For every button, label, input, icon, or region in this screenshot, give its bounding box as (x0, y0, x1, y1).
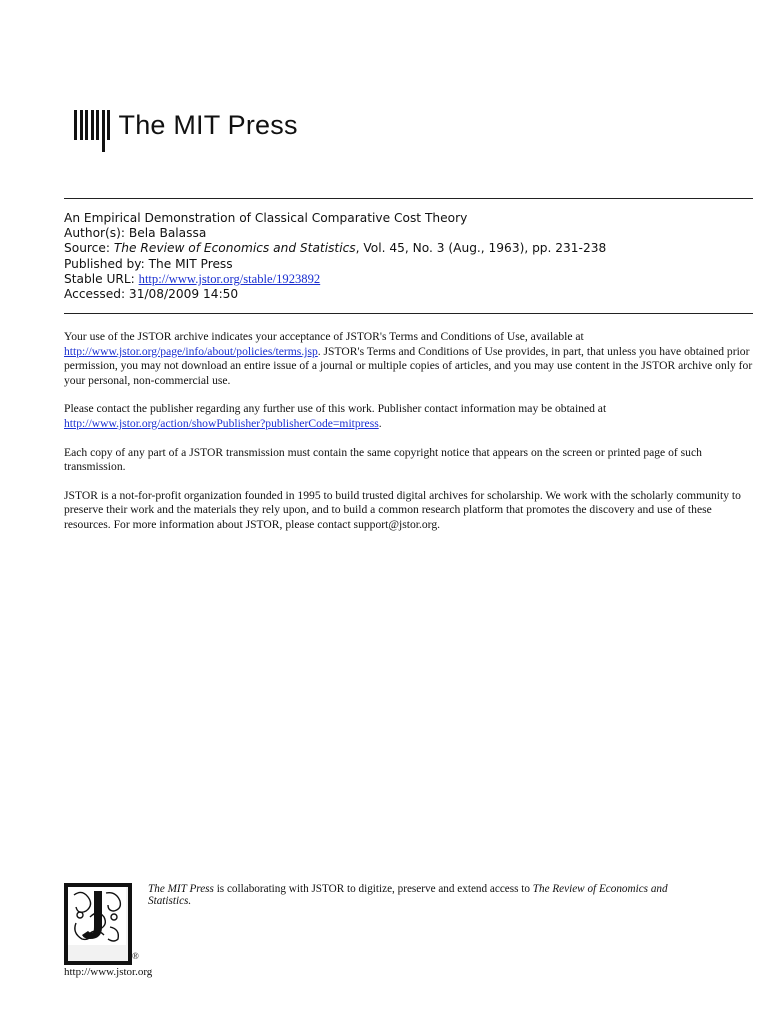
bottom-divider (64, 313, 753, 314)
registered-mark: ® (132, 951, 139, 961)
terms-link[interactable]: http://www.jstor.org/page/info/about/policies/terms.jsp (64, 344, 318, 358)
article-publisher: Published by: The MIT Press (64, 256, 233, 271)
terms-body (64, 330, 754, 547)
jstor-about-paragraph: JSTOR is a not-for-profit organization founded in 1995 to build trusted digital archives for scholarship. We work with the scholarly community to preserve their work and the materials they rely upon, and to build a common research platform that promotes the discovery and use of these resources. For more information about JSTOR, please contact support@jstor.org. (64, 488, 741, 531)
stable-url-line: Stable URL: http://www.jstor.org/stable/1923892 (64, 271, 321, 286)
mit-press-bars-icon (74, 104, 113, 146)
publisher-contact-paragraph: Please contact the publisher regarding any further use of this work. Publisher contact information may be obtained at http://www.jstor.org/action/showPublisher?publisherCode=mitpress. (64, 402, 607, 430)
jstor-logo-word: JSTOR (72, 946, 124, 963)
press-name: The MIT Press (148, 883, 214, 895)
source-journal: The Review of Economics and Statistics (113, 241, 356, 256)
article-authors: Author(s): Bela Balassa (64, 226, 207, 241)
top-divider (64, 198, 753, 199)
terms-paragraph: Your use of the JSTOR archive indicates your acceptance of JSTOR's Terms and Conditions of Use, available at http://www.jstor.org/page/info/about/policies/terms.jsp. JSTOR's Terms and Conditions of Use provides, in part, that unless you have obtained prior permission, you may not download an entire issue of a journal or multiple copies of articles, and you may use content in the JSTOR archive only for your personal, non-commercial use. (64, 330, 753, 387)
publisher-link[interactable]: http://www.jstor.org/action/showPublisher?publisherCode=mitpress (64, 416, 379, 430)
article-source: Source: The Review of Economics and Statistics, Vol. 45, No. 3 (Aug., 1963), pp. 231-238 (64, 241, 607, 256)
article-title: An Empirical Demonstration of Classical Comparative Cost Theory (64, 211, 468, 225)
accessed-date: Accessed: 31/08/2009 14:50 (64, 287, 239, 302)
journal-name: The Review of Economics and Statistics. (148, 883, 668, 907)
jstor-logo (64, 883, 132, 965)
mit-press-logo (74, 104, 298, 146)
copyright-paragraph: Each copy of any part of a JSTOR transmission must contain the same copyright notice that appears on the screen or printed page of such transmission. (64, 445, 702, 474)
article-metadata (64, 211, 754, 302)
collaboration-note: The MIT Press is collaborating with JSTOR to digitize, preserve and extend access to The Review of Economics and Statistics. (148, 883, 668, 907)
stable-url-link[interactable]: http://www.jstor.org/stable/1923892 (138, 271, 321, 286)
mit-press-logo-text: The MIT Press (118, 110, 298, 140)
jstor-home-link[interactable]: http://www.jstor.org (64, 966, 153, 978)
